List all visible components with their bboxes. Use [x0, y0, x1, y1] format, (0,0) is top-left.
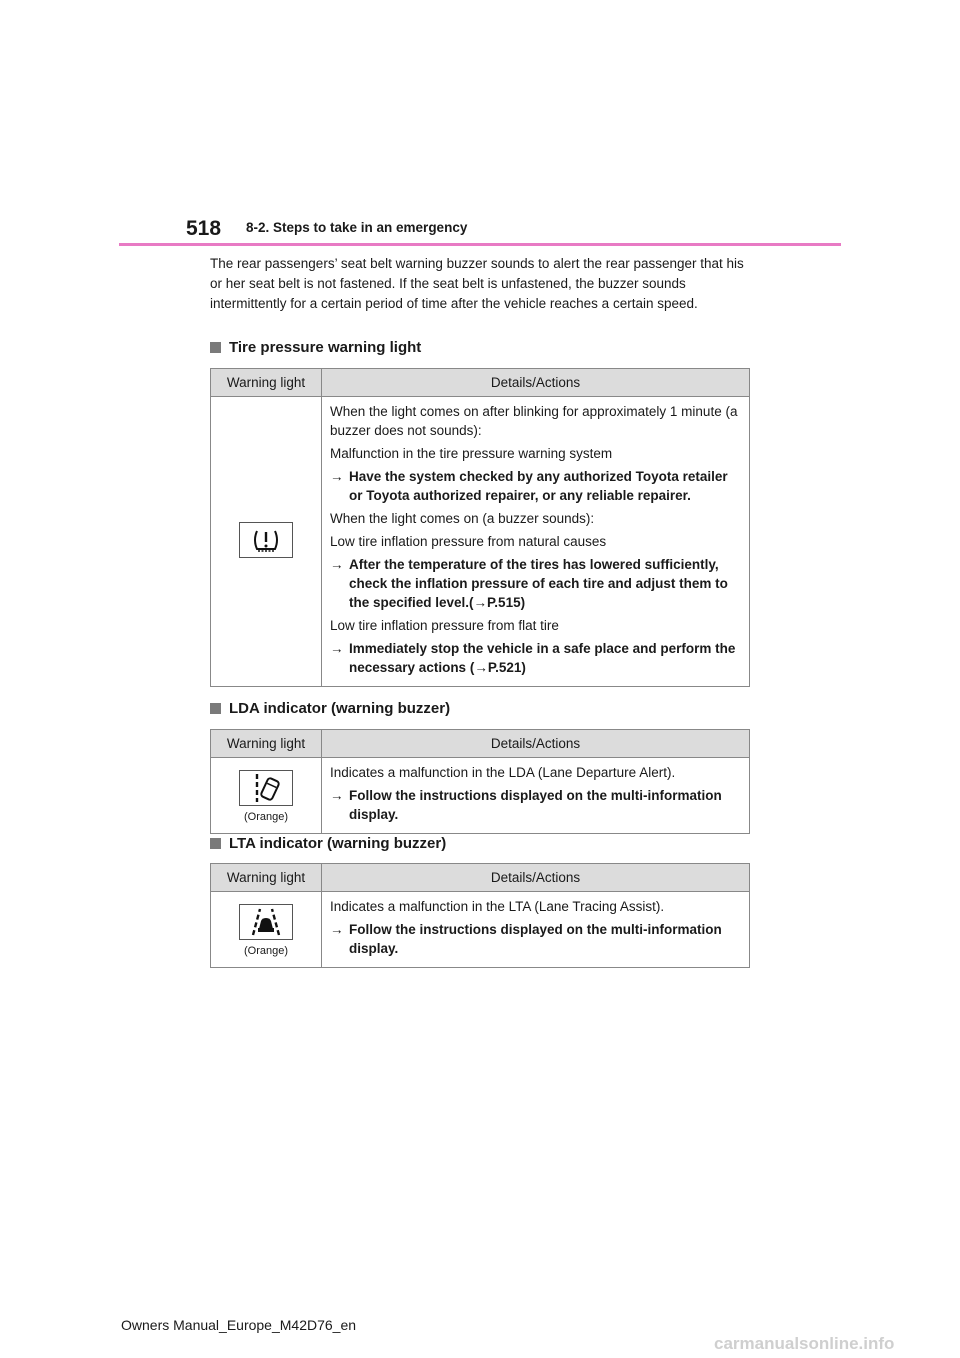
col-warning-light: Warning light: [211, 864, 322, 892]
detail-text: When the light comes on after blinking for approximately 1 minute (a buzzer does not sounds):: [330, 404, 738, 438]
lda-heading-text: LDA indicator (warning buzzer): [229, 700, 451, 717]
lta-table: [210, 863, 750, 968]
action-item: [330, 467, 743, 505]
tire-pressure-heading: [210, 339, 421, 356]
section-title: 8-2. Steps to take in an emergency: [246, 220, 468, 235]
heading-bullet: [210, 838, 221, 849]
tire-pressure-warning-icon: [239, 522, 293, 558]
arrow-icon: →: [330, 788, 344, 803]
tire-pressure-table: [210, 368, 750, 687]
action-text: Follow the instructions displayed on the multi-information display.: [349, 788, 722, 822]
lda-table: [210, 729, 750, 834]
details-cell: [322, 892, 750, 968]
detail-text: Indicates a malfunction in the LTA (Lane Tracing Assist).: [330, 899, 665, 914]
arrow-icon: →: [330, 557, 344, 572]
detail-text: Low tire inflation pressure from natural causes: [330, 534, 607, 549]
icon-caption: (Orange): [243, 945, 289, 957]
warning-light-cell: [211, 397, 322, 687]
heading-bullet: [210, 703, 221, 714]
arrow-icon: →: [330, 922, 344, 937]
detail-text: When the light comes on (a buzzer sounds):: [330, 511, 595, 526]
footer-text: Owners Manual_Europe_M42D76_en: [121, 1317, 357, 1333]
col-details-actions: Details/Actions: [322, 864, 750, 892]
page-number: 518: [186, 217, 222, 240]
arrow-icon: →: [330, 469, 344, 484]
lda-heading: [210, 700, 450, 717]
watermark: carmanualsonline.info: [714, 1334, 895, 1353]
icon-caption: (Orange): [243, 811, 289, 823]
lta-heading: [210, 835, 446, 852]
action-text: After the temperature of the tires has lowered sufficiently, check the inflation pressure of each tire and adjust them to the specified level.(→P.515): [349, 557, 728, 610]
tire-pressure-heading-text: Tire pressure warning light: [229, 339, 422, 356]
header-rule: [119, 243, 841, 246]
details-cell: [322, 397, 750, 687]
detail-text: Indicates a malfunction in the LDA (Lane Departure Alert).: [330, 765, 676, 780]
action-item: [330, 920, 743, 958]
detail-text: Low tire inflation pressure from flat tire: [330, 618, 559, 633]
action-text: Have the system checked by any authorized Toyota retailer or Toyota authorized repairer, or any reliable repairer.: [349, 469, 728, 503]
warning-light-cell: [211, 892, 322, 968]
action-text: Immediately stop the vehicle in a safe place and perform the necessary actions (→P.521): [349, 641, 736, 675]
detail-text: Malfunction in the tire pressure warning system: [330, 446, 613, 461]
action-item: [330, 639, 743, 677]
arrow-icon: →: [330, 641, 344, 656]
col-warning-light: Warning light: [211, 369, 322, 397]
col-details-actions: Details/Actions: [322, 730, 750, 758]
details-cell: [322, 758, 750, 834]
action-text: Follow the instructions displayed on the multi-information display.: [349, 922, 722, 956]
action-item: [330, 786, 743, 824]
action-item: [330, 555, 743, 612]
lta-indicator-icon: [239, 904, 293, 940]
lda-indicator-icon: [239, 770, 293, 806]
heading-bullet: [210, 342, 221, 353]
col-warning-light: Warning light: [211, 730, 322, 758]
intro-paragraph: The rear passengers’ seat belt warning buzzer sounds to alert the rear passenger that his or her seat belt is not fastened. If the seat belt is unfastened, the buzzer sounds intermittently for a certain period of time after the vehicle reaches a certain speed.: [210, 256, 744, 311]
lta-heading-text: LTA indicator (warning buzzer): [229, 835, 447, 852]
col-details-actions: Details/Actions: [322, 369, 750, 397]
warning-light-cell: [211, 758, 322, 834]
